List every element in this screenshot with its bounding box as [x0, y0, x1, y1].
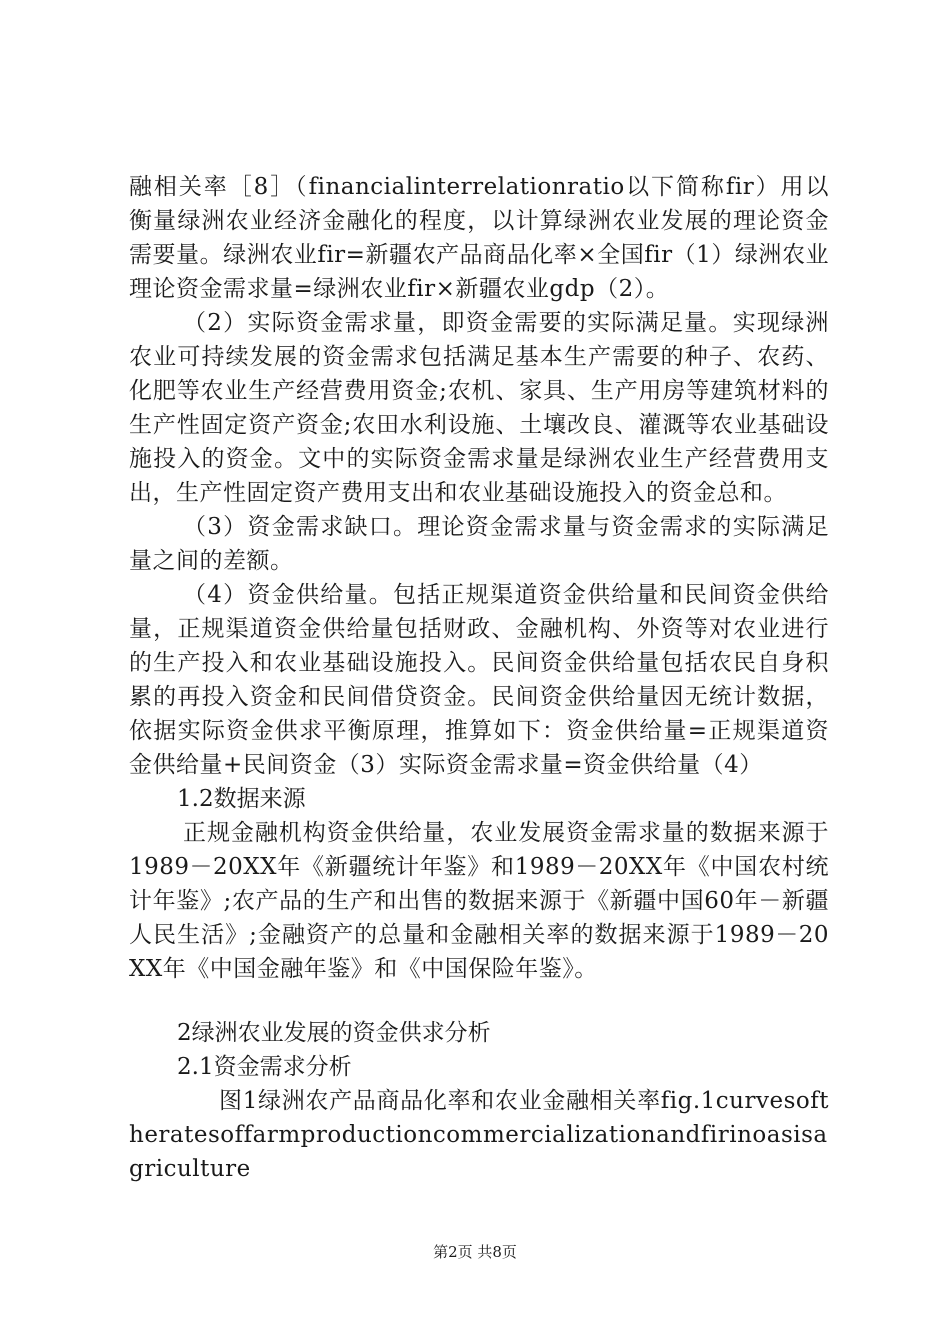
figure-caption: 图1绿洲农产品商品化率和农业金融相关率fig.1curvesoftheratesoffarmproductioncommercializationandfirinoasisagriculture	[129, 1088, 829, 1182]
section-heading-demand-analysis: 2.1资金需求分析	[177, 1054, 352, 1080]
paragraph-actual-demand: （2）实际资金需求量，即资金需要的实际满足量。实现绿洲农业可持续发展的资金需求包括满足基本生产需要的种子、农药、化肥等农业生产经营费用资金;农机、家具、生产用房等建筑材料的生产性固定资产资金;农田水利设施、土壤改良、灌溉等农业基础设施投入的资金。文中的实际资金需求量是绿洲农业生产经营费用支出，生产性固定资产费用支出和农业基础设施投入的资金总和。	[129, 310, 829, 506]
section-heading-supply-demand-analysis: 2绿洲农业发展的资金供求分析	[177, 1020, 491, 1046]
paragraph-data-source: 正规金融机构资金供给量，农业发展资金需求量的数据来源于1989－20XX年《新疆统计年鉴》和1989－20XX年《中国农村统计年鉴》;农产品的生产和出售的数据来源于《新疆中国60年－新疆人民生活》;金融资产的总量和金融相关率的数据来源于1989－20XX年《中国金融年鉴》和《中国保险年鉴》。	[129, 820, 829, 982]
paragraph-fund-supply: （4）资金供给量。包括正规渠道资金供给量和民间资金供给量，正规渠道资金供给量包括财政、金融机构、外资等对农业进行的生产投入和农业基础设施投入。民间资金供给量包括农民自身积累的再投入资金和民间借贷资金。民间资金供给量因无统计数据，依据实际资金供求平衡原理，推算如下：资金供给量=正规渠道资金供给量+民间资金（3）实际资金需求量=资金供给量（4）	[129, 582, 829, 778]
paragraph-demand-gap: （3）资金需求缺口。理论资金需求量与资金需求的实际满足量之间的差额。	[129, 514, 829, 574]
document-body	[129, 170, 829, 1186]
section-heading-data-source: 1.2数据来源	[177, 786, 306, 812]
spacer	[129, 986, 829, 1016]
page-footer: 第2页 共8页	[433, 1243, 517, 1261]
paragraph-fir-definition: 融相关率［8］（financialinterrelationratio以下简称fir）用以衡量绿洲农业经济金融化的程度，以计算绿洲农业发展的理论资金需要量。绿洲农业fir=新疆农产品商品化率×全国fir（1）绿洲农业理论资金需求量=绿洲农业fir×新疆农业gdp（2）。	[129, 174, 829, 302]
